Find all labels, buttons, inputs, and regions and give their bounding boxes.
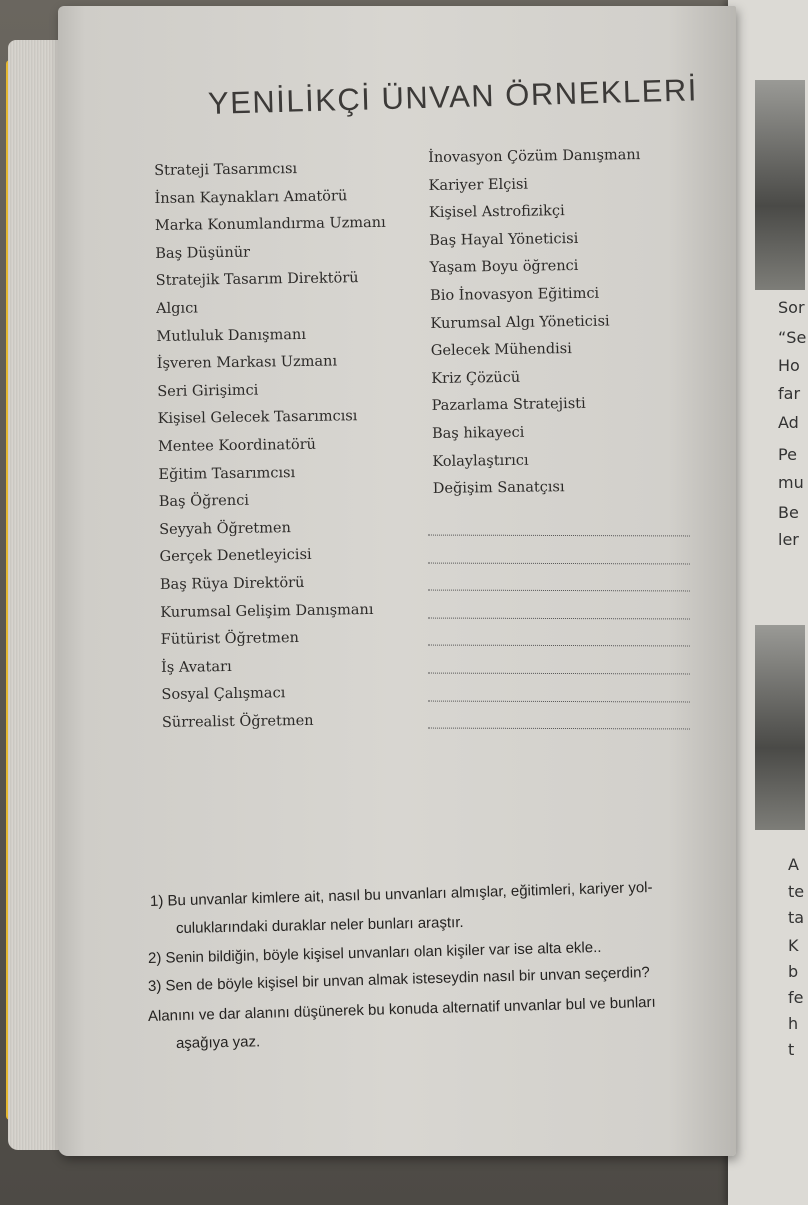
title-item: Kolaylaştırıcı [432, 452, 529, 470]
question-4-line-2: aşağıya yaz. [175, 1033, 261, 1052]
title-item: Değişim Sanatçısı [432, 479, 565, 498]
right-page-fragment: t [788, 1040, 795, 1059]
page-title: YENİLİKÇİ ÜNVAN ÖRNEKLERİ [207, 72, 699, 121]
right-page-fragment: ler [778, 530, 799, 549]
right-page-fragment: h [788, 1014, 799, 1033]
question-1-line-2: culuklarındaki duraklar neler bunları araştır. [175, 913, 464, 937]
title-item: İnsan Kaynakları Amatörü [154, 187, 348, 207]
blank-line [428, 563, 690, 592]
right-page-fragment: Be [778, 503, 799, 522]
right-page-fragment: te [788, 882, 805, 901]
title-item: Seri Girişimci [157, 382, 259, 400]
title-item: Marka Konumlandırma Uzmanı [154, 214, 386, 235]
blank-line [428, 646, 690, 675]
blank-line [428, 535, 690, 564]
blank-line [428, 590, 690, 619]
right-page-fragment: Ho [778, 356, 800, 375]
title-item: İşveren Markası Uzmanı [156, 353, 338, 373]
title-item: Pazarlama Stratejisti [431, 396, 586, 415]
right-page-fragment: Sor [778, 298, 805, 317]
title-item: Kişisel Astrofizikçi [428, 203, 565, 222]
right-page-fragment: Pe [778, 445, 797, 464]
title-item: Yaşam Boyu öğrenci [429, 258, 579, 277]
title-item: Kurumsal Algı Yöneticisi [430, 313, 610, 332]
title-item: Fütürist Öğretmen [160, 630, 300, 649]
title-item: Sürrealist Öğretmen [161, 712, 314, 731]
right-page-fragment: A [788, 855, 799, 874]
title-item: Stratejik Tasarım Direktörü [155, 270, 359, 290]
title-item: Baş hikayeci [431, 424, 525, 442]
title-item: Algıcı [155, 300, 199, 317]
title-item: Kariyer Elçisi [428, 176, 529, 194]
blank-answer-lines [428, 508, 690, 729]
title-item: Mutluluk Danışmanı [156, 326, 307, 345]
right-page-fragment: far [778, 384, 801, 403]
title-item: Kriz Çözücü [431, 369, 521, 387]
right-page-photo-bottom [755, 625, 805, 830]
title-item: Seyyah Öğretmen [159, 519, 291, 538]
title-item: Bio İnovasyon Eğitimci [429, 285, 600, 304]
blank-line [428, 618, 690, 647]
title-item: Kurumsal Gelişim Danışmanı [160, 601, 374, 621]
title-item: Mentee Koordinatörü [157, 436, 317, 455]
title-item: İş Avatarı [161, 658, 232, 676]
right-page-fragment: Ad [778, 413, 799, 432]
title-item: Baş Düşünür [155, 244, 251, 262]
title-item: Eğitim Tasarımcısı [158, 464, 296, 483]
title-item: İnovasyon Çözüm Danışmanı [428, 147, 641, 166]
question-3: 3) Sen de böyle kişisel bir unvan almak isteseydin nasıl bir unvan seçerdin? [147, 963, 650, 995]
title-item: Baş Öğrenci [158, 492, 250, 511]
title-item: Gerçek Denetleyicisi [159, 547, 312, 566]
blank-line [428, 508, 690, 537]
right-page-fragment: b [788, 962, 799, 981]
right-page-fragment: ta [788, 908, 805, 927]
right-title-list [428, 142, 645, 504]
title-item: Baş Rüya Direktörü [159, 574, 305, 593]
left-title-list [154, 155, 393, 738]
right-page-fragment: “Se [778, 328, 807, 347]
right-page-fragment: fe [788, 988, 804, 1007]
title-item: Strateji Tasarımcısı [154, 161, 298, 179]
title-item: Baş Hayal Yöneticisi [429, 230, 579, 249]
blank-line [428, 673, 690, 702]
title-item: Gelecek Mühendisi [430, 341, 572, 360]
right-page-fragment: K [788, 936, 799, 955]
blank-line [428, 701, 690, 730]
question-4-line-1: Alanını ve dar alanını düşünerek bu konuda alternatif unvanlar bul ve bunları [147, 993, 656, 1025]
title-item: Kişisel Gelecek Tasarımcısı [157, 408, 358, 428]
question-1-line-1: 1) Bu unvanlar kimlere ait, nasıl bu unvanları almışlar, eğitimleri, kariyer yol- [149, 878, 653, 910]
title-item: Sosyal Çalışmacı [161, 685, 286, 704]
question-2: 2) Senin bildiğin, böyle kişisel unvanları olan kişiler var ise alta ekle.. [147, 938, 602, 967]
right-page-fragment: mu [778, 473, 804, 492]
right-page-photo-top [755, 80, 805, 290]
